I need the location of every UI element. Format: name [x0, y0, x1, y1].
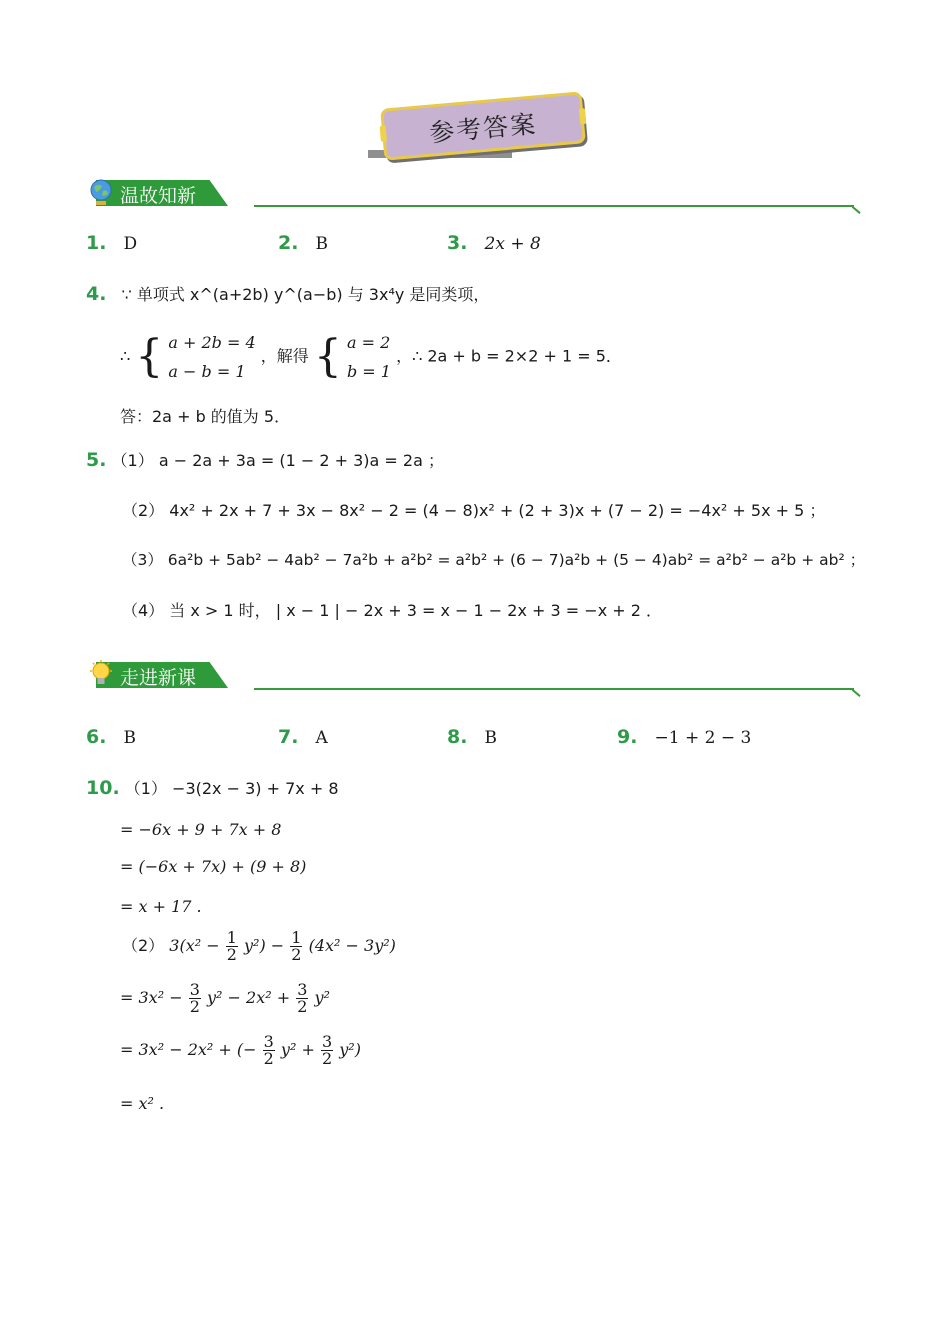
equation: a + 2b = 4 [168, 333, 256, 352]
question-number: 10. [86, 777, 120, 799]
question-number: 6. [86, 726, 107, 748]
q5-part-4: （4） 当 x > 1 时， | x − 1 | − 2x + 3 = x − 1 − 2x + 3 = −x + 2 ． [122, 601, 663, 620]
answer: B [123, 728, 137, 748]
question-7 [278, 726, 328, 748]
question-1 [86, 232, 137, 254]
expr: 3(x² − [169, 936, 220, 955]
expr: y² + [280, 1040, 315, 1059]
question-number: 5. [86, 449, 107, 471]
calculation: ，∴ 2a + b = 2×2 + 1 = 5． [396, 346, 622, 366]
lightbulb-icon [88, 660, 114, 688]
part-label: （2） [122, 936, 165, 955]
question-3 [447, 232, 541, 254]
expr: y²) [339, 1040, 361, 1059]
answer: −1 + 2 − 3 [654, 728, 752, 748]
expr: = 3x² − [120, 988, 183, 1007]
answer: D [123, 234, 138, 254]
q4-answer: 答：2a + b 的值为 5． [120, 407, 291, 426]
question-4 [86, 282, 489, 305]
question-number: 9. [617, 726, 638, 748]
question-number: 7. [278, 726, 299, 748]
q4-statement: ∵ 单项式 x^(a+2b) y^(a−b) 与 3x⁴y 是同类项， [121, 285, 490, 304]
question-number: 8. [447, 726, 468, 748]
banner-title: 参考答案 [428, 109, 539, 148]
divider-tail [852, 689, 861, 697]
question-number: 1. [86, 232, 107, 254]
brace-symbol: { [135, 331, 164, 382]
question-number: 4. [86, 283, 107, 305]
section-divider [254, 688, 854, 690]
expr: y² − 2x² + [206, 988, 291, 1007]
therefore-symbol: ∴ [120, 346, 131, 366]
question-5 [86, 448, 444, 471]
q10-part-1: （1） −3(2x − 3) + 7x + 8 [124, 779, 339, 798]
equation-system-1 [168, 328, 255, 386]
question-6 [86, 726, 136, 748]
fraction-three-halves: $\frac{3}{2}$ [321, 1032, 333, 1068]
divider-tail [852, 206, 861, 214]
answer-banner [380, 91, 586, 160]
fraction-three-halves: $\frac{3}{2}$ [189, 980, 200, 1016]
equation-system-2 [347, 328, 391, 386]
expr: = 3x² − 2x² + (− [120, 1040, 257, 1059]
question-number: 3. [447, 232, 468, 254]
solve-text: ，解得 [260, 346, 309, 366]
q10-part-2-step-3: = x² . [120, 1094, 165, 1113]
section-header-new-lesson [88, 660, 238, 690]
q4-system-line [120, 328, 622, 386]
fraction-one-half: $\frac{1}{2}$ [226, 928, 237, 964]
fraction-one-half: $\frac{1}{2}$ [291, 928, 302, 964]
question-10 [86, 776, 339, 799]
q10-step-3: = x + 17 . [120, 897, 202, 916]
answer: A [315, 728, 328, 748]
equation: a = 2 [346, 333, 391, 352]
q5-part-1: （1） a − 2a + 3a = (1 − 2 + 3)a = 2a ； [111, 451, 444, 470]
expr: (4x² − 3y²) [308, 936, 396, 955]
section-divider [254, 205, 854, 207]
question-9 [617, 726, 751, 748]
q5-part-2: （2） 4x² + 2x + 7 + 3x − 8x² − 2 = (4 − 8)x² + (2 + 3)x + (7 − 2) = −4x² + 5x + 5 ； [122, 501, 826, 520]
answer: B [484, 728, 498, 748]
q5-part-3: （3） 6a²b + 5ab² − 4ab² − 7a²b + a²b² = a²b² + (6 − 7)a²b + (5 − 4)ab² = a²b² − a²b + ab² ； [122, 551, 866, 569]
section-header-review [88, 178, 238, 208]
expr: y²) − [244, 936, 285, 955]
question-2 [278, 232, 328, 254]
globe-icon [88, 178, 114, 206]
q10-step-2: = (−6x + 7x) + (9 + 8) [120, 857, 307, 876]
q10-step-1: = −6x + 9 + 7x + 8 [120, 820, 282, 839]
expr: y² [314, 988, 330, 1007]
question-8 [447, 726, 497, 748]
fraction-three-halves: $\frac{3}{2}$ [263, 1032, 274, 1068]
q10-part-2-step-1 [120, 982, 330, 1015]
q10-part-2-step-2 [120, 1034, 361, 1067]
answer: 2x + 8 [484, 234, 541, 254]
section-title: 温故知新 [120, 185, 197, 207]
answer: B [315, 234, 329, 254]
equation: a − b = 1 [168, 362, 246, 381]
brace-symbol: { [313, 331, 342, 382]
fraction-three-halves: $\frac{3}{2}$ [297, 980, 308, 1016]
question-number: 2. [278, 232, 299, 254]
q10-part-2 [122, 930, 396, 963]
equation: b = 1 [346, 362, 391, 381]
section-title: 走进新课 [120, 667, 197, 689]
